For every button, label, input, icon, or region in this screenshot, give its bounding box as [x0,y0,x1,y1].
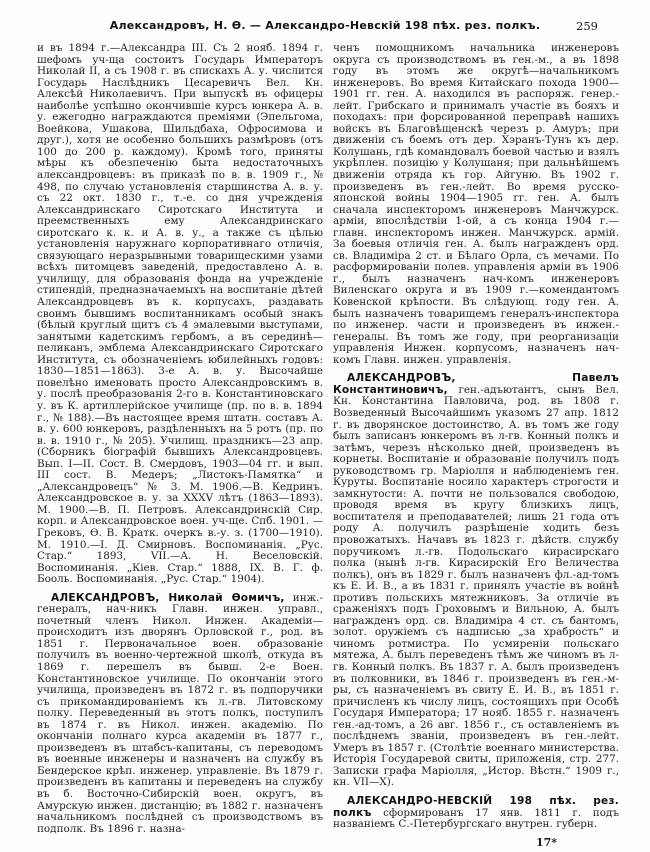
sheet-signature-mark: 17* [535,835,557,849]
left-column [37,43,323,849]
entry-aleksandrov-nikolay-fomich [37,593,323,835]
entry-aleksandrov-pavel-konstantinovich [333,373,619,789]
running-head [0,0,650,40]
entry-headword-aleksandrov-nikolay: АЛЕКСАНДРОВЪ, Николай Ѳомичъ, [51,591,285,604]
right-column [333,43,619,849]
paragraph-aleksandrovskoe-uchilishche-continuation: и въ 1894 г.—Александра III. Съ 2 нояб. 1894 г. шефомъ уч-ща состоитъ Государь Императоръ Николай II, а съ 1908 г. въ спискахъ А. у. числится Государь Наслѣдникъ Цесаревичъ Вел. Кн. Алексѣй Николаевичъ. При выпускѣ въ офицеры наиболѣе успѣшно окончившіе курсъ юнкера А. в. у. ежегодно награждаются преміями (Эпельгома, Воейкова, Ушакова, Шильдбаха, Офросимова и друг.), хотя не особенно большихъ размѣровъ (отъ 100 до 200 р. каждому). Кромѣ того, приняты мѣры къ обезпеченію быта недостаточныхъ александровцевъ: въ приказѣ по в. в. 1909 г., № 498, по случаю установленія старшинства А. в. у. съ 22 окт. 1830 г., т.-е. со дня учрежденія Александринскаго Сиротскаго Института и преемственныхъ ему Александринскаго сиротскаго к. к. и А. в. у., а также съ цѣлью установленія наружнаго корпоративнаго отличія, связующаго неразрывными товарищескими узами всѣхъ питомцевъ заведеній, предоставлено А. в. училищу, для образованія фонда на учрежденіе стипендій, предназначаемыхъ на воспитаніе дѣтей Александровцевъ въ к. корпусахъ, раздавать своимъ бывшимъ воспитанникамъ особый знакъ (бѣлый круглый щитъ съ 4 эмалевыми выступами, занятыми кадетскимъ гербомъ, а въ серединѣ—пеликанъ, эмблема Александринскаго Сиротскаго Института, съ обозначеніемъ юбилейныхъ годовъ: 1830—1851—1863). 3-е А. в. у. Высочайше повелѣно именовать просто Александровскимъ в. у. послѣ преобразованія 2-го в. Константиновскаго у. въ К. артиллерійское училище (пр. по в. в. 1894 г., № 188).—Въ настоящее время штатн. составъ А. в. у. 600 юнкеровъ, раздѣленныхъ на 5 ротъ (пр. по в. в. 1910 г., № 205). Училищ. праздникъ—23 апр. (Сборникъ біографій бывшихъ Александровцевъ. Вып. I—II. Сост. В. Смердовъ, 1903—04 гг. и вып. III сост. В. Медеръ; „Листокъ-Памятка“ и „Александровецъ“ № 3. М. 1906.—В. Кедринъ. Александровское в. у. за XXXV лѣтъ (1863—1893). М. 1900.—В. П. Петровъ. Александринскій Сир. корп. и Александровское воен. уч-ще. Спб. 1901. — Грековъ, Ѳ. В. Кратк. очеркъ в.-у. з. (1700—1910). М. 1910.—І. Д. Смирновъ. Воспоминанія. „Рус. Стар.“ 1893, VII.—А. Н. Веселовскій. Воспоминанія. „Кіев. Стар.“ 1888, IX. В. Г. ф. Бооль. Воспоминанія. „Рус. Стар.“ 1904). [37,42,323,586]
entry-body-aleksandro-nevsky-polk: сформированъ 17 янв. 1811 г. подъ названіемъ С.-Петербургскаго внутрен. губерн. [333,806,619,831]
running-head-title: Александровъ, Н. Ѳ. — Александро-Невскій 198 пѣх. рез. полкъ. [109,19,541,32]
entry-headword-aleksandrov-pavel: АЛЕКСАНДРОВЪ, Павелъ Константиновичъ, [333,372,619,396]
paragraph-aleksandrov-nikolay-continuation: ченъ помощникомъ начальника инженеровъ округа съ производствомъ въ ген.-м., а въ 1898 году въ этомъ же округѣ—начальникомъ инженеровъ. Во время Китайскаго похода 1900—1901 гг. ген. А. находился въ распоряж. генер.-лейт. Грибскаго и принималъ участіе въ бояхъ и походахъ: при форсированной переправѣ нашихъ войскъ въ Благовѣщенскѣ черезъ р. Амуръ; при движеніи съ боемъ отъ дер. Хэранъ-Тунъ къ дер. Колушань, гдѣ командовалъ боевой частью и взялъ укрѣплен. позицію у Колушаня; при дальнѣйшемъ движеніи отряда къ гор. Айгуню. Въ 1902 г. произведенъ въ ген.-лейт. Во время русско-японской войны 1904—1905 гг. ген. А. былъ сначала инспекторомъ инженеровъ Манчжурск. арміи, впослѣдствіи 1-ой, а съ конца 1904 г.—главн. инспекторомъ инжен. Манчжурск. армій. За боевыя отличія ген. А. былъ награжденъ орд. св. Владиміра 2 ст. и Бѣлаго Орла, съ мечами. По расформированіи полев. управленія арміи въ 1906 г., былъ назначенъ нач-комъ инженеровъ Виленскаго округа и въ 1909 г.—комендантомъ Ковенской крѣпости. Въ слѣдующ. году ген. А. былъ назначенъ товарищемъ генералъ-инспектора по инженер. части и произведенъ въ инжен.-генералы. Въ томъ же году, при реорганизаціи управленія Инжен. корпусомъ, назначенъ нач-комъ Главн. инжен. управленія. [333,42,619,366]
entry-aleksandro-nevsky-polk [333,796,619,831]
text-columns [0,40,650,849]
entry-headword-aleksandro-nevsky-polk: АЛЕКСАНДРО-НЕВСКІЙ 198 пѣх. рез. полкъ [333,795,619,819]
entry-body-aleksandrov-nikolay: инж.-генералъ, нач-никъ Главн. инжен. управл., почетный членъ Никол. Инжен. Академіи—происходитъ изъ дворянъ Орловской г., род. въ 1851 г. Первоначальное воен. образованіе получилъ въ военно-чертежной школѣ, откуда въ 1869 г. перешелъ въ бывш. 2-е Воен. Константиновское училище. По окончаніи этого училища, произведенъ въ 1872 г. въ подпоручики съ прикомандированіемъ къ л.-гв. Литовскому полку. Переведенный въ этотъ полкъ, поступилъ въ 1874 г. въ Никол. инжен. академію. По окончаніи полнаго курса академіи въ 1877 г., произведенъ въ штабсъ-капитаны, съ переводомъ въ военные инженеры и назначенъ на службу въ Бендерское крѣп. инженер. управленіе. Въ 1879 г. произведенъ въ капитаны и переведенъ на службу въ б. Восточно-Сибирскій воен. округъ, въ Амурскую инжен. дистанцію; въ 1882 г. назначенъ начальникомъ послѣдней съ производствомъ въ подполк. Въ 1896 г. назна- [37,591,323,835]
entry-body-aleksandrov-pavel: ген.-адъютантъ, сынъ Вел. Кн. Константина Павловича, род. въ 1808 г. Возведенный Высочайшимъ указомъ 27 апр. 1812 г. въ дворянское достоинство, А. въ томъ же году былъ записанъ юнкеромъ въ л-гв. Конный полкъ и затѣмъ, черезъ нѣсколько дней, произведенъ въ корнеты. Воспитаніе и образованіе получилъ подъ руководствомъ гр. Маріолля и наблюденіемъ ген. Куруты. Воспитаніе носило характеръ строгости и замкнутости: А. почти не пользовался свободою, проводя время въ кругу близкихъ лицъ, воспитателя и преподавателей; лишь 21 года отъ роду А. получилъ разрѣшеніе ходить безъ провожатыхъ. Начавъ въ 1823 г. дѣйств. службу поручикомъ л.-гв. Подольскаго кирасирскаго полка (нынѣ л-гв. Кирасирскій Его Величества полкъ), онъ въ 1829 г. былъ назначенъ фл.-ад-томъ къ Е. И. В., а въ 1831 г. принялъ участіе въ войнѣ противъ польскихъ мятежниковъ. За отличіе въ сраженіяхъ подъ Гроховымъ и Вильною, А. былъ награжденъ орд. св. Владиміра 4 ст. съ бантомъ, золот. оружіемъ съ надписью „за храбрость“ и чиномъ ротмистра. По усмиреніи польскаго мятежа, А. былъ переведенъ тѣмъ же чиномъ въ л-гв. Конный полкъ. Въ 1837 г. А. былъ произведенъ въ полковники, въ 1846 г. произведенъ въ ген.-м-ры, съ назначеніемъ въ свиту Е. И. В., въ 1851 г. причисленъ къ числу лицъ, состоящихъ при Особѣ Государя Императора; 17 нояб. 1855 г. назначенъ ген.-ад-томъ, а 26 авг. 1856 г., съ оставленіемъ въ послѣднемъ званіи, произведенъ въ ген.-лейт. Умеръ въ 1857 г. (Столѣтіе военнаго министерства. Исторія Государевой свиты, приложенія, стр. 277. Записки графа Маріолля, „Истор. Вѣстн.“ 1909 г., кн. VII—X). [333,383,619,789]
page-number: 259 [576,19,598,33]
